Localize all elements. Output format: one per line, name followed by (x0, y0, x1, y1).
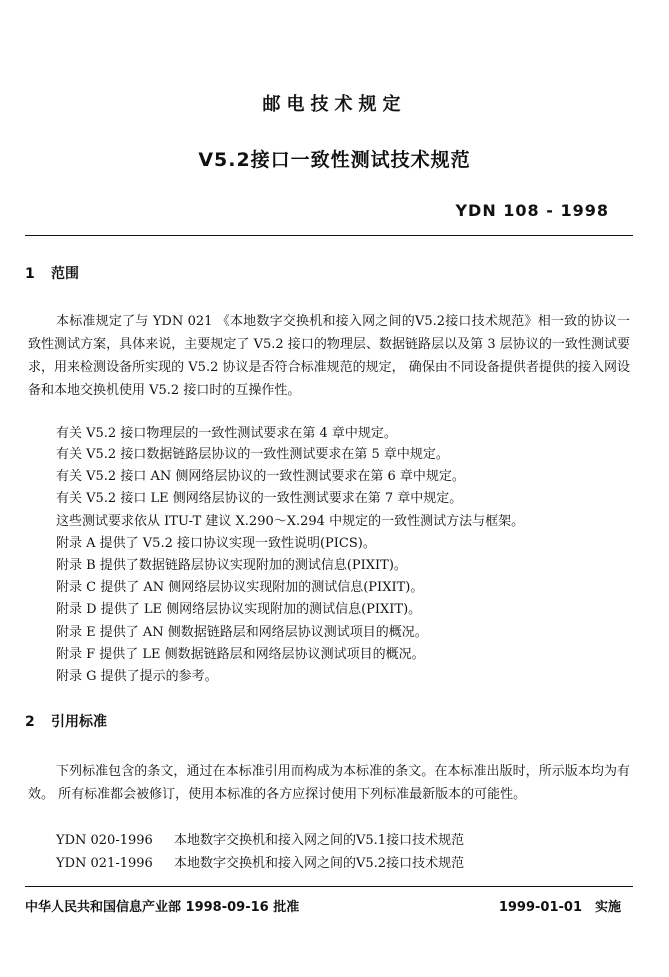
reference-name: 本地数字交换机和接入网之间的V5.1接口技术规范 (174, 833, 465, 848)
section-1-number: 1 (25, 266, 35, 282)
reference-code: YDN 021-1996 (56, 856, 153, 871)
scope-line: 有关 V5.2 接口数据链路层协议的一致性测试要求在第 5 章中规定。 (56, 447, 449, 462)
scope-line: 附录 C 提供了 AN 侧网络层协议实现附加的测试信息(PIXIT)。 (56, 580, 424, 595)
standard-number: YDN 108 - 1998 (455, 201, 609, 220)
scope-line: 有关 V5.2 接口物理层的一致性测试要求在第 4 章中规定。 (56, 426, 397, 441)
section-1-intro-text: 本标准规定了与 YDN 021 《本地数字交换机和接入网之间的V5.2接口技术规范》相一致的协议一致性测试方案，具体来说，主要规定了 V5.2 接口的物理层、数据链路层以及第 3 层协议的一致性测试要求，用来检测设备所实现的 V5.2 协议是否符合标准规范的规定， 确保由不同设备提供者提供的接入网设备和本地交换机使用 V5.2 接口时的互操作性。 (28, 314, 630, 398)
scope-line: 这些测试要求依从 ITU-T 建议 X.290～X.294 中规定的一致性测试方法与框架。 (56, 514, 525, 529)
reference-row (56, 852, 464, 871)
scope-line: 附录 B 提供了数据链路层协议实现附加的测试信息(PIXIT)。 (56, 558, 407, 573)
section-2-intro (28, 760, 630, 806)
reference-row (56, 829, 464, 848)
scope-line: 附录 D 提供了 LE 侧网络层协议实现附加的测试信息(PIXIT)。 (56, 602, 422, 617)
section-1-heading (25, 263, 79, 283)
section-1-title: 范围 (51, 266, 79, 282)
scope-line: 附录 E 提供了 AN 侧数据链路层和网络层协议测试项目的概况。 (56, 625, 428, 640)
section-2-title: 引用标准 (51, 714, 107, 730)
issuer-approval: 中华人民共和国信息产业部 1998-09-16 批准 (25, 900, 300, 915)
scope-line: 附录 F 提供了 LE 侧数据链路层和网络层协议测试项目的概况。 (56, 647, 425, 662)
scope-line: 附录 A 提供了 V5.2 接口协议实现一致性说明(PICS)。 (56, 536, 376, 551)
header-divider (25, 235, 633, 236)
document-category: 邮电技术规定 (262, 94, 407, 115)
effective-date: 1999-01-01 实施 (498, 900, 621, 915)
section-2-intro-text: 下列标准包含的条文，通过在本标准引用而构成为本标准的条文。在本标准出版时，所示版本均为有效。 所有标准都会被修订，使用本标准的各方应探讨使用下列标准最新版本的可能性。 (28, 764, 630, 802)
scope-line: 有关 V5.2 接口 LE 侧网络层协议的一致性测试要求在第 7 章中规定。 (56, 491, 463, 506)
section-2-number: 2 (25, 714, 35, 730)
section-1-intro (28, 310, 630, 402)
section-2-heading (25, 711, 107, 731)
scope-line: 有关 V5.2 接口 AN 侧网络层协议的一致性测试要求在第 6 章中规定。 (56, 469, 465, 484)
document-title: V5.2接口一致性测试技术规范 (198, 149, 471, 171)
reference-name: 本地数字交换机和接入网之间的V5.2接口技术规范 (174, 856, 465, 871)
scope-line: 附录 G 提供了提示的参考。 (56, 669, 218, 684)
footer-divider (25, 886, 633, 887)
reference-code: YDN 020-1996 (56, 833, 153, 848)
